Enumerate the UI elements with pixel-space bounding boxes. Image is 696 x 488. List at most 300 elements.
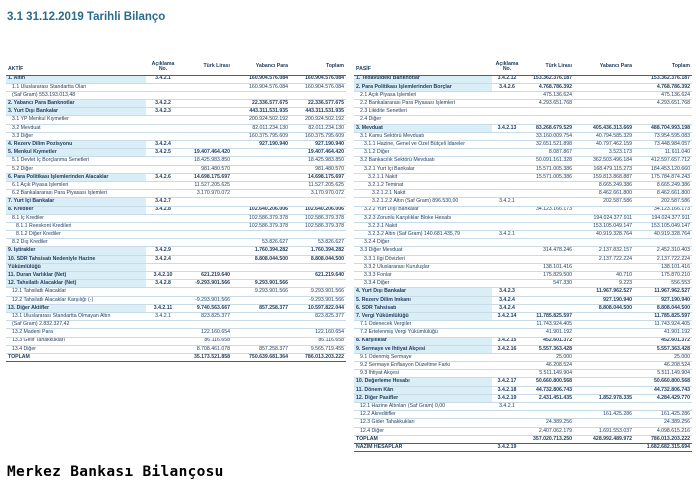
total-value: 34.123.166.173 [634,206,692,214]
tl-value [180,214,232,222]
tl-value [522,296,574,304]
column-header: Türk Lirası [522,59,574,75]
note-number [492,435,522,443]
note-number [492,116,522,124]
total-value [290,231,346,239]
row-label: 5. Menkul Kıymetler [6,149,146,157]
note-number: 3.4.2.1 [146,312,180,320]
note-number [492,370,522,378]
total-value [290,321,346,329]
total-value: 184.453.120.660 [634,165,692,173]
tl-value: 19.407.464.420 [180,149,232,157]
row-label: 4. Yurt Dışı Bankalar [354,288,492,296]
row-label: 5.1 Devlet İç Borçlanma Senetleri [6,157,146,165]
total-value: 8.665.249.386 [634,181,692,189]
fx-value [574,345,634,353]
total-value: 11.527.205.625 [290,181,346,189]
fx-value: 857.258.377 [232,304,290,312]
tl-value [180,91,232,99]
row-label: 1. Altın [6,75,146,83]
tl-value: 122.160.654 [180,329,232,337]
fx-value: 202.587.586 [574,198,634,206]
total-value: 981.480.570 [290,165,346,173]
row-label: 3.3.4 Diğer [354,280,492,288]
row-label: 8.1 İç Krediler [6,214,146,222]
total-value: 488.704.993.198 [634,124,692,132]
total-value: 452.601.372 [634,337,692,345]
row-label: 3.1 Kamu Sektörü Mevduatı [354,132,492,140]
table-row [354,231,692,239]
table-row [354,91,692,99]
row-label: 9.2 Sermaye Enflasyon Düzeltme Farkı [354,362,492,370]
fx-value: 102.586.379.378 [232,222,290,230]
row-label: 10. Değerleme Hesabı [354,378,492,386]
tl-value [180,141,232,149]
table-row [354,370,692,378]
note-number: 3.4.2.1 [492,403,522,411]
tl-value: 83.268.679.529 [522,124,574,132]
tl-value: 138.101.416 [522,263,574,271]
total-value: 41.901.192 [634,329,692,337]
total-value: 475.136.624 [634,91,692,99]
tl-value [180,231,232,239]
table-row [354,108,692,116]
note-number [492,362,522,370]
row-label: 11. Duran Varlıklar (Net) [6,272,146,280]
table-row [354,411,692,419]
fx-value [232,321,290,329]
tl-value: 33.160.009.754 [522,132,574,140]
fx-value: 8.808.044.500 [574,304,634,312]
table-row [354,173,692,181]
total-value [634,403,692,411]
fx-value: 40.919.328.764 [574,231,634,239]
row-label: 7. Yurt İçi Bankalar [6,198,146,206]
fx-value: 8.808.044.500 [232,255,290,263]
row-label: 3.2.3.2 Altın (Saf Gram) 140.681.435,79 [354,231,492,239]
fx-value: 927.190.940 [232,141,290,149]
fx-value [232,296,290,304]
tl-value: 44.732.806.743 [522,386,574,394]
note-number: 3.4.2.16 [492,345,522,353]
table-row [354,321,692,329]
note-number [146,190,180,198]
row-label: 3.2.4 Diğer [354,239,492,247]
note-number: 3.4.2.17 [492,378,522,386]
row-label: 2.3 Likidite Senetleri [354,108,492,116]
tl-value [180,288,232,296]
table-row [6,190,346,198]
table-row [354,272,692,280]
tl-value: 452.601.372 [522,337,574,345]
tl-value [522,214,574,222]
row-label: 13.4 Diğer [6,345,146,353]
tl-value: 24.389.256 [522,419,574,427]
table-row [354,214,692,222]
tl-value [522,116,574,124]
table-row [354,296,692,304]
fx-value: 194.024.377.911 [574,214,634,222]
note-number: 3.4.2.4 [492,296,522,304]
table-row [354,149,692,157]
tl-value: 86.116.658 [180,337,232,345]
note-number [492,157,522,165]
note-number: 3.4.2.4 [146,255,180,263]
note-number [492,263,522,271]
fx-value: 443.311.531.935 [232,108,290,116]
tl-value [180,263,232,271]
table-row [354,312,692,320]
note-number [146,288,180,296]
row-label: 3.2.1.2 Teminat [354,181,492,189]
note-number [492,239,522,247]
tl-value: 9.740.563.667 [180,304,232,312]
row-label: 2. Yabancı Para Banknotlar [6,100,146,108]
column-header: Yabancı Para [574,59,634,75]
fx-value [574,239,634,247]
note-number: 3.4.2.3 [146,108,180,116]
fx-value [574,378,634,386]
table-row [6,255,346,263]
table-row [354,206,692,214]
total-value: 11.967.962.527 [634,288,692,296]
note-number: 3.4.2.19 [492,443,522,451]
total-value [634,239,692,247]
fx-value [232,329,290,337]
fx-value: 11.967.962.527 [574,288,634,296]
tl-value: 50.091.161.328 [522,157,574,165]
table-row [354,100,692,108]
row-label: 3.2.2 Yurt Dışı Bankalar [354,206,492,214]
liabilities-header-row [354,59,692,75]
fx-value: 8.462.661.800 [574,190,634,198]
note-number: 3.4.2.5 [146,149,180,157]
total-value: 556.553 [634,280,692,288]
table-row [354,386,692,394]
table-row [354,403,692,411]
fx-value: 160.375.795.609 [232,132,290,140]
note-number [492,165,522,173]
table-row [354,222,692,230]
note-number [492,329,522,337]
row-label: 9. Sermaye ve İhtiyat Akçesi [354,345,492,353]
total-value: 160.904.576.084 [290,75,346,83]
total-value: 8.808.044.500 [634,304,692,312]
fx-value: 3.523.173 [574,149,634,157]
table-row [6,157,346,165]
row-label: 7. Vergi Yükümlülüğü [354,312,492,320]
total-value: 160.904.576.084 [290,83,346,91]
row-label: 3.3 Diğer Mevduat [354,247,492,255]
tl-value [180,198,232,206]
total-value: 9.293.901.566 [290,288,346,296]
fx-value [574,75,634,83]
note-number [492,280,522,288]
tl-value [522,288,574,296]
total-value: 22.336.577.675 [290,100,346,108]
tl-value [522,231,574,239]
note-number: 3.4.2.4 [492,304,522,312]
fx-value [574,386,634,394]
fx-value [574,353,634,361]
tl-value: 18.425.983.850 [180,157,232,165]
table-row [354,427,692,435]
note-number: 3.4.2.3 [492,288,522,296]
tl-value: -9.293.901.566 [180,280,232,288]
row-label: 12.1 Tahsilatlı Alacaklar [6,288,146,296]
tl-value [180,116,232,124]
tl-value [180,108,232,116]
tl-value [522,304,574,312]
fx-value: 160.904.576.084 [232,83,290,91]
total-value: 175.784.874.243 [634,173,692,181]
total-value [290,263,346,271]
tl-value [522,411,574,419]
fx-value: 9.293.901.566 [232,280,290,288]
tl-value: 8.087.867 [522,149,574,157]
note-number [492,255,522,263]
note-number [146,214,180,222]
table-row [354,263,692,271]
table-row [354,394,692,402]
table-row [6,312,346,320]
fx-value [232,263,290,271]
note-number [492,353,522,361]
fx-value [232,190,290,198]
fx-value: 362.503.496.184 [574,157,634,165]
total-value: 1.760.394.282 [290,247,346,255]
table-row [6,83,346,91]
fx-value: 927.190.940 [574,296,634,304]
row-label: 7.2 Ertelenmiş Vergi Yükümlülüğü [354,329,492,337]
row-label: 13. Diğer Aktifler [6,304,146,312]
total-value: 161.425.286 [634,411,692,419]
row-label: 3.1.2 Diğer [354,149,492,157]
table-row [354,353,692,361]
table-row [6,214,346,222]
total-value: 4.293.651.768 [634,100,692,108]
column-header: Toplam [290,59,346,75]
row-label: 6.1 Açık Piyasa İşlemleri [6,181,146,189]
table-row [354,362,692,370]
tl-value [522,255,574,263]
total-value: 8.462.661.800 [634,190,692,198]
total-value: 175.870.210 [634,272,692,280]
total-value: 11.785.825.597 [634,312,692,320]
note-number [146,83,180,91]
note-number [146,231,180,239]
table-row [354,124,692,132]
total-value: 4.284.429.770 [634,394,692,402]
fx-value [232,312,290,320]
row-label: 11. Dönem Kârı [354,386,492,394]
total-value [634,116,692,124]
tl-value [522,190,574,198]
fx-value [232,181,290,189]
note-number: 3.4.2.11 [146,304,180,312]
total-value: 11.743.924.405 [634,321,692,329]
total-value: 3.170.970.072 [290,190,346,198]
fx-value [574,263,634,271]
tl-value [180,100,232,108]
tl-value: 25.000 [522,353,574,361]
tl-value: 823.825.377 [180,312,232,320]
memo-accounts-row [354,443,692,451]
table-row [6,132,346,140]
table-row [354,280,692,288]
column-header: PASİF [354,59,492,75]
row-label: 9.1 Ödenmiş Sermaye [354,353,492,361]
row-label: 12.2 Akreditifler [354,411,492,419]
note-number [146,321,180,329]
total-value: 200.924.502.192 [290,116,346,124]
fx-value [574,91,634,99]
note-number [146,222,180,230]
total-value: 18.425.983.850 [290,157,346,165]
total-value: 1.682.682.315.694 [634,443,692,451]
note-number [492,108,522,116]
total-value: 2.452.310.403 [634,247,692,255]
note-number [492,411,522,419]
note-number: 3.4.2.7 [146,198,180,206]
total-value: 102.586.379.378 [290,214,346,222]
table-row [6,149,346,157]
row-label: 3.2.3 Zorunlu Karşılıklar Bloke Hesabı [354,214,492,222]
row-label: 3. Mevduat [354,124,492,132]
row-label: 8.2 Dış Krediler [6,239,146,247]
row-label: 3.2.1.1 Nakit [354,173,492,181]
table-row [354,83,692,91]
note-number [146,329,180,337]
note-number: 3.4.2.6 [492,83,522,91]
note-number [492,247,522,255]
row-label: NAZIM HESAPLAR [354,443,492,451]
note-number [492,222,522,230]
fx-value [232,337,290,345]
table-row [354,378,692,386]
total-value: 73.448.984.057 [634,141,692,149]
row-label: 3.3.3 Fonlar [354,272,492,280]
note-number: 3.4.2.2 [146,100,180,108]
row-label: 12.3 Gider Tahakkukları [354,419,492,427]
tl-value [522,108,574,116]
row-label: 2.2 Bankalararası Para Piyasası İşlemleri [354,100,492,108]
table-row [6,181,346,189]
fx-value [232,231,290,239]
note-number [146,239,180,247]
fx-value [574,337,634,345]
total-value: 927.190.940 [634,296,692,304]
row-label: 3. Yurt Dışı Bankalar [6,108,146,116]
row-label: 9. İştirakler [6,247,146,255]
fx-value: 161.425.286 [574,411,634,419]
table-row [6,91,346,99]
fx-value [574,329,634,337]
note-number [492,173,522,181]
row-label: 8. Krediler [6,206,146,214]
note-number [492,190,522,198]
column-header: Açıklama No. [146,59,180,75]
table-row [6,280,346,288]
fx-value: 153.105.049.147 [574,222,634,230]
row-label: TOPLAM [6,353,146,361]
fx-value [232,198,290,206]
note-number [146,124,180,132]
page-title: 3.1 31.12.2019 Tarihli Bilanço [7,11,166,23]
table-row [6,165,346,173]
row-label: 6.2 Bankalararası Para Piyasası İşlemleri [6,190,146,198]
table-row [354,157,692,165]
fx-value [574,100,634,108]
total-value: 122.160.654 [290,329,346,337]
total-value: 786.013.203.222 [290,353,346,361]
tl-value [180,321,232,329]
row-label: 3.3.1 İlgi Dövizleri [354,255,492,263]
tl-value: 357.020.713.250 [522,435,574,443]
column-header: Açıklama No. [492,59,522,75]
total-value: 102.640.206.006 [290,206,346,214]
total-value: 202.587.586 [634,198,692,206]
fx-value: 9.223 [574,280,634,288]
row-label: Yükümlülüğü [6,263,146,271]
total-value: 153.105.049.147 [634,222,692,230]
table-row [354,198,692,206]
table-row [354,165,692,173]
note-number: 3.4.2.8 [146,280,180,288]
row-label: TOPLAM [354,435,492,443]
fx-value: 40.794.585.329 [574,132,634,140]
note-number [492,91,522,99]
note-number [492,132,522,140]
fx-value [574,419,634,427]
fx-value: 159.813.868.887 [574,173,634,181]
tl-value: 4.768.786.392 [522,83,574,91]
note-number [146,337,180,345]
table-row [354,247,692,255]
total-value: 4.098.615.216 [634,427,692,435]
row-label: 8.1.1 Reeskont Kredileri [6,222,146,230]
row-label: 4. Rezerv Dilim Pozisyonu [6,141,146,149]
fx-value [574,362,634,370]
table-row [354,345,692,353]
fx-value: 168.479.115.273 [574,165,634,173]
note-number: 3.4.2.4 [146,141,180,149]
fx-value: 405.436.313.669 [574,124,634,132]
fx-value [574,321,634,329]
table-row [6,239,346,247]
table-row [354,132,692,140]
row-label: 3.2.1.2.1 Nakit [354,190,492,198]
table-row [6,321,346,329]
total-value [290,198,346,206]
table-row [6,288,346,296]
fx-value: 428.992.489.972 [574,435,634,443]
row-label: (Saf Gram) 2.832.327,42 [6,321,146,329]
total-value: 40.919.328.764 [634,231,692,239]
note-number: 3.4.2.18 [492,386,522,394]
table-row [354,141,692,149]
table-row [6,173,346,181]
total-value: 443.311.531.935 [290,108,346,116]
total-value: 9.565.719.455 [290,345,346,353]
total-value: 621.219.640 [290,272,346,280]
fx-value: 9.293.901.566 [232,288,290,296]
total-value: -9.293.901.566 [290,296,346,304]
liabilities-table [354,59,692,452]
tl-value: 32.651.521.898 [522,141,574,149]
total-value: 2.137.722.224 [634,255,692,263]
tl-value: 153.362.376.187 [522,75,574,83]
